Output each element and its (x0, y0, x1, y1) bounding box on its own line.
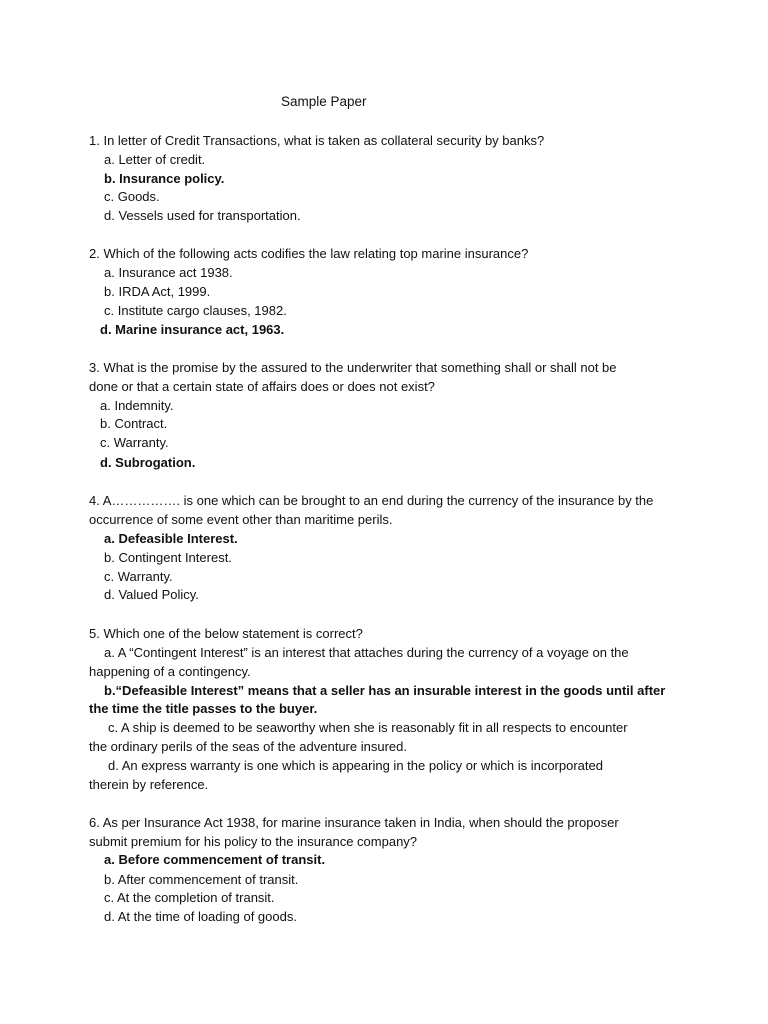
question-3-stem-line-2: done or that a certain state of affairs does or does not exist? (89, 379, 435, 394)
question-6-option-a-answer: a. Before commencement of transit. (104, 852, 326, 867)
question-6-stem-line-2: submit premium for his policy to the insurance company? (89, 834, 418, 849)
question-5-option-c-line-1: c. A ship is deemed to be seaworthy when she is reasonably fit in all respects to encounter (108, 720, 628, 735)
question-3-option-b: b. Contract. (100, 416, 168, 431)
question-5-stem: 5. Which one of the below statement is correct? (89, 626, 363, 641)
question-4-stem-line-2: occurrence of some event other than maritime perils. (89, 512, 393, 527)
question-4-option-b: b. Contingent Interest. (104, 550, 232, 565)
question-2-option-c: c. Institute cargo clauses, 1982. (104, 303, 287, 318)
question-6-option-b: b. After commencement of transit. (104, 872, 299, 887)
question-5-option-b-answer-line-1: b.“Defeasible Interest” means that a seller has an insurable interest in the goods until after (104, 683, 666, 698)
question-4-option-c: c. Warranty. (104, 569, 173, 584)
question-1-option-d: d. Vessels used for transportation. (104, 208, 301, 223)
question-3-option-a: a. Indemnity. (100, 398, 174, 413)
question-1-option-b-answer: b. Insurance policy. (104, 171, 225, 186)
question-4-option-a-answer: a. Defeasible Interest. (104, 531, 238, 546)
question-6-option-c: c. At the completion of transit. (104, 890, 275, 905)
question-2-stem: 2. Which of the following acts codifies the law relating top marine insurance? (89, 246, 529, 261)
page-title: Sample Paper (281, 94, 367, 109)
question-4-stem-line-1: 4. A……………. is one which can be brought to an end during the currency of the insurance by the (89, 493, 654, 508)
question-2-option-b: b. IRDA Act, 1999. (104, 284, 211, 299)
question-2-option-a: a. Insurance act 1938. (104, 265, 233, 280)
question-5-option-b-answer-line-2: the time the title passes to the buyer. (89, 701, 318, 716)
question-5-option-d-line-2: therein by reference. (89, 777, 209, 792)
question-2-option-d-answer: d. Marine insurance act, 1963. (100, 322, 285, 337)
question-1-option-a: a. Letter of credit. (104, 152, 206, 167)
question-5-option-c-line-2: the ordinary perils of the seas of the adventure insured. (89, 739, 407, 754)
question-5-option-a-line-2: happening of a contingency. (89, 664, 251, 679)
question-3-stem-line-1: 3. What is the promise by the assured to the underwriter that something shall or shall not be (89, 360, 617, 375)
question-6-stem-line-1: 6. As per Insurance Act 1938, for marine insurance taken in India, when should the proposer (89, 815, 619, 830)
question-5-option-d-line-1: d. An express warranty is one which is appearing in the policy or which is incorporated (108, 758, 603, 773)
question-1-stem: 1. In letter of Credit Transactions, what is taken as collateral security by banks? (89, 133, 545, 148)
question-4-option-d: d. Valued Policy. (104, 587, 199, 602)
question-3-option-d-answer: d. Subrogation. (100, 455, 196, 470)
question-3-option-c: c. Warranty. (100, 435, 169, 450)
question-6-option-d: d. At the time of loading of goods. (104, 909, 297, 924)
question-1-option-c: c. Goods. (104, 189, 160, 204)
question-5-option-a-line-1: a. A “Contingent Interest” is an interest that attaches during the currency of a voyage on the (104, 645, 629, 660)
